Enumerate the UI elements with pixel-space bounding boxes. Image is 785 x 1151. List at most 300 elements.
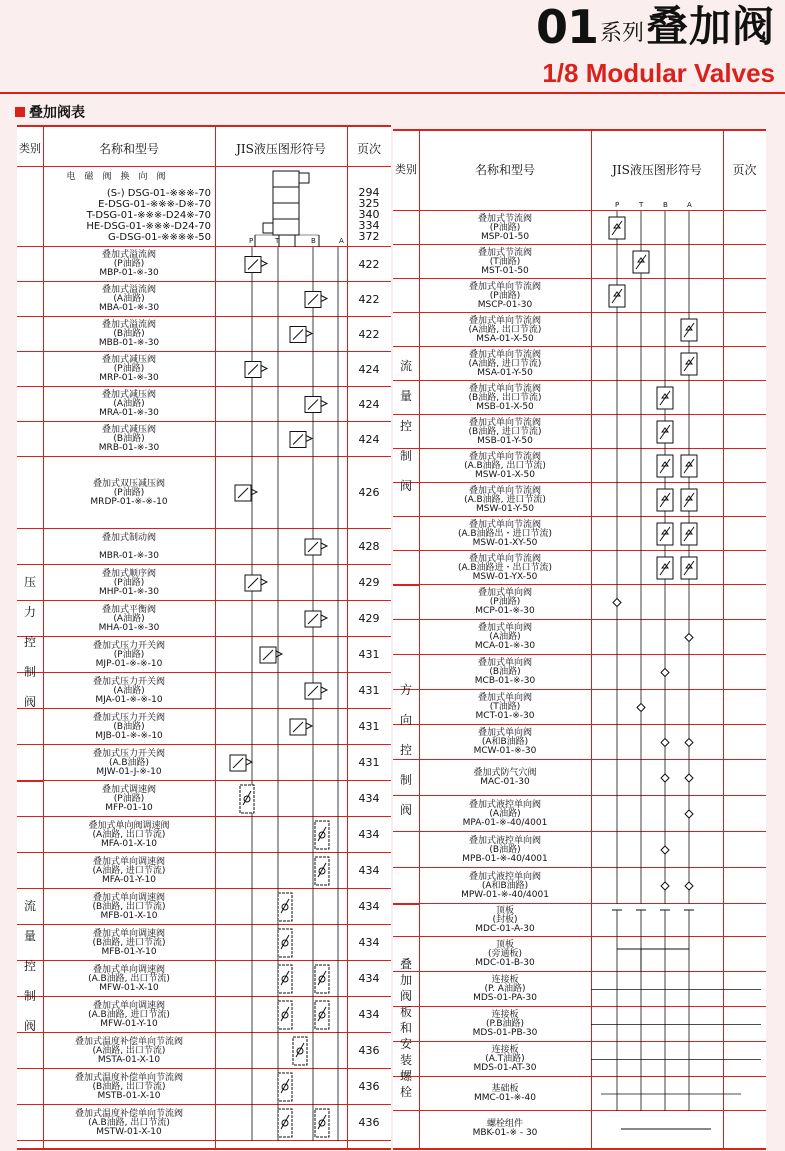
page-number: 426: [358, 486, 380, 499]
right-valve-row: [393, 415, 766, 449]
category-char: 控: [399, 419, 412, 433]
right-valve-row: [393, 313, 766, 347]
plate-symbol: [591, 1077, 766, 1111]
page-number: 434: [358, 828, 380, 841]
right-header-row: [393, 131, 766, 211]
valve-port: (P油路): [113, 577, 145, 588]
valve-model: MCP-01-※-30: [475, 606, 535, 616]
valve-port: (P油路): [489, 222, 521, 233]
pressure-symbol: [215, 422, 347, 457]
category-char: 和: [399, 1021, 412, 1035]
valve-model: MDS-01-PA-30: [473, 993, 537, 1003]
valve-name: 连接板: [491, 1010, 519, 1020]
category-char: 流: [23, 899, 36, 913]
valve-model: MDC-01-B-30: [475, 958, 535, 968]
right-valve-row: [393, 245, 766, 279]
page-number: 436: [358, 1080, 380, 1093]
valve-port: (旁通板): [487, 949, 523, 959]
valve-port: (B油路, 出口节流): [92, 1081, 166, 1092]
valve-name: 叠加式液控单向阀: [468, 799, 541, 810]
valve-name: 叠加式单向阀调速阀: [88, 820, 170, 831]
right-valve-row: [393, 279, 766, 313]
col-category: 类别: [19, 142, 41, 155]
valve-port: (P油路): [113, 259, 145, 269]
valve-port: (P油路): [113, 364, 145, 374]
valve-name: 叠加式节流阀: [477, 247, 532, 258]
pressure-row: [17, 745, 391, 781]
valve-model: MPW-01-※-40/4001: [461, 889, 549, 900]
pressure-row: [17, 673, 391, 709]
catalog-title: [536, 2, 775, 52]
valve-model: MBK-01-※ - 30: [472, 1128, 538, 1138]
category-char: 压: [23, 575, 36, 589]
valve-port: (A油路, 出口节流): [468, 324, 542, 335]
port-b-label: B: [311, 237, 316, 245]
port-p-label: P: [615, 201, 620, 209]
flow-symbol: [591, 517, 723, 551]
solenoid-page: 294: [358, 186, 380, 199]
valve-port: (P油路): [113, 793, 145, 804]
right-valve-row: [393, 211, 766, 245]
pressure-symbol: [215, 457, 347, 529]
valve-port: (B油路): [113, 329, 145, 339]
page-number: 434: [358, 972, 380, 985]
valve-name: 叠加式单向节流阀: [468, 349, 541, 360]
page-number: 431: [358, 720, 380, 733]
flow-row: [17, 1033, 391, 1069]
category-char: 加: [399, 973, 412, 987]
valve-model: MCA-01-※-30: [474, 641, 536, 651]
valve-model: MSA-01-X-50: [476, 333, 534, 344]
flow-symbol: [591, 313, 723, 347]
port-t-label: T: [275, 237, 280, 245]
valve-port: (A.B油路, 进口节流): [464, 494, 546, 505]
page-number: 434: [358, 792, 380, 805]
valve-name: 叠加式单向调速阀: [92, 892, 165, 903]
solenoid-model: (S-) DSG-01-※※※-70: [106, 188, 211, 199]
plate-symbol: [591, 904, 766, 937]
right-valve-row: [393, 551, 766, 585]
category-flow: [17, 891, 43, 1041]
solenoid-title: 电 磁 阀 换 向 阀: [66, 172, 166, 182]
section-heading: 叠加阀表: [15, 102, 85, 122]
category-char: 制: [399, 449, 412, 463]
valve-name: 叠加式单向节流阀: [468, 417, 541, 428]
category-char: 向: [399, 713, 412, 727]
valve-name: 叠加式单向阀: [477, 588, 532, 598]
page-number: 434: [358, 936, 380, 949]
right-valve-row: [393, 449, 766, 483]
valve-name: 叠加式压力开关阀: [92, 676, 165, 687]
valve-port: (A油路, 进口节流): [92, 865, 166, 876]
flow-symbol: [215, 889, 347, 925]
valve-port: (A.B油路, 出口节流): [88, 973, 170, 984]
title-en: 1/8 Modular Valves: [542, 58, 775, 88]
right-valve-row: [393, 585, 766, 620]
category-char: 阀: [399, 479, 412, 493]
check-valve-symbol: [591, 585, 723, 620]
valve-port: (P. A油路): [484, 984, 526, 994]
page-number: 429: [358, 576, 380, 589]
pressure-row: [17, 709, 391, 745]
category-char: 制: [23, 665, 36, 679]
valve-model: MBB-01-※-30: [98, 338, 160, 348]
page-number: 424: [358, 362, 380, 376]
page-number: 434: [358, 1008, 380, 1021]
right-valve-row: [393, 725, 766, 760]
flow-symbol: [591, 347, 723, 381]
pressure-row: [17, 637, 391, 673]
category-char: 阀: [23, 1019, 36, 1033]
right-valve-row: [393, 832, 766, 868]
valve-model: MBR-01-※-30: [98, 550, 160, 561]
valve-model: MSB-01-X-50: [476, 401, 534, 412]
valve-model: MBA-01-※-30: [98, 303, 160, 313]
category-pressure: [17, 567, 43, 717]
pressure-row: [17, 317, 391, 352]
page-number: 422: [358, 257, 380, 271]
check-valve-symbol: [591, 690, 723, 725]
flow-row: [17, 817, 391, 853]
category-char: 制: [23, 989, 36, 1003]
valve-name: 叠加式顺序阀: [101, 568, 156, 579]
valve-name: 叠加式单向节流阀: [468, 553, 541, 564]
series-word: 系列: [599, 21, 644, 46]
pressure-symbol: [215, 601, 347, 637]
solenoid-model: E-DSG-01-※※※-D※-70: [98, 199, 211, 210]
col-name-r: 名称和型号: [474, 163, 535, 177]
valve-name: 叠加式单向阀: [477, 693, 532, 703]
right-valve-row: [393, 1007, 766, 1042]
flow-row: [17, 889, 391, 925]
plate-symbol: [591, 1111, 766, 1147]
flow-row: [17, 781, 391, 817]
col-page-r: 页次: [732, 163, 757, 177]
pressure-symbol: [215, 673, 347, 709]
page-number: 434: [358, 900, 380, 913]
left-table: [17, 125, 391, 1150]
pressure-row: [17, 457, 391, 529]
plate-symbol: [591, 972, 766, 1007]
valve-port: (B油路, 出口节流): [468, 392, 542, 403]
valve-model: MRP-01-※-30: [99, 373, 159, 383]
pressure-symbol: [215, 637, 347, 673]
valve-name: 叠加式平衡阀: [101, 604, 156, 615]
valve-port: (A.B油路, 出口节流): [464, 460, 546, 471]
valve-port: (封板): [492, 915, 518, 925]
solenoid-page: 372: [358, 230, 380, 243]
col-symbol: JIS液压图形符号: [236, 142, 326, 156]
port-a-label: A: [687, 201, 692, 209]
valve-model: MDS-01-AT-30: [473, 1063, 537, 1073]
flow-row: [17, 997, 391, 1033]
valve-model: MHA-01-※-30: [98, 622, 160, 633]
category-char: 量: [23, 929, 36, 943]
valve-port: (A.B油路出・进口节流): [457, 528, 553, 539]
valve-model: MST-01-50: [481, 265, 529, 276]
valve-port: (P油路): [113, 649, 145, 660]
pressure-row: [17, 529, 391, 565]
pressure-symbol: [215, 745, 347, 781]
port-t-label: T: [639, 201, 644, 209]
page-number: 428: [358, 540, 380, 553]
category-char: 装: [399, 1053, 412, 1067]
pressure-row: [17, 565, 391, 601]
flow-symbol: [591, 211, 723, 245]
category-direction: [393, 675, 419, 825]
right-valve-row: [393, 517, 766, 551]
pressure-symbol: [215, 387, 347, 422]
valve-model: MSA-01-Y-50: [477, 367, 533, 378]
right-valve-row: [393, 937, 766, 972]
valve-model: MSW-01-XY-50: [472, 537, 538, 548]
category-char: 阀: [399, 803, 412, 817]
header-divider: [0, 92, 785, 94]
flow-row: [17, 1069, 391, 1105]
valve-name: 叠加式单向节流阀: [468, 451, 541, 462]
right-valve-row: [393, 1042, 766, 1077]
flow-symbol: [215, 853, 347, 889]
pressure-symbol: [215, 352, 347, 387]
pressure-symbol: [215, 529, 347, 565]
valve-model: MBP-01-※-30: [99, 268, 159, 278]
col-name: 名称和型号: [98, 142, 159, 156]
check-valve-symbol: [591, 620, 723, 655]
valve-port: (P.B油路): [485, 1019, 525, 1029]
right-valve-row: [393, 904, 766, 937]
left-header-row: [17, 127, 391, 167]
valve-name: 叠加式防气穴阀: [473, 768, 537, 778]
flow-symbol: [591, 279, 723, 313]
valve-name: 基础板: [491, 1084, 519, 1094]
check-valve-symbol: [591, 725, 723, 760]
valve-model: MPB-01-※-40/4001: [462, 853, 548, 864]
valve-port: (P油路): [489, 597, 521, 607]
valve-model: MAC-01-30: [480, 777, 530, 787]
pressure-symbol: [215, 709, 347, 745]
valve-model: MJA-01-※-※-10: [95, 694, 163, 705]
valve-model: MDC-01-A-30: [475, 924, 535, 934]
valve-port: (A.B油路): [108, 757, 150, 768]
flow-symbol: [591, 483, 723, 517]
valve-name: 叠加式单向调速阀: [92, 964, 165, 975]
valve-port: (A油路, 出口节流): [92, 829, 166, 840]
valve-port: (B油路): [489, 844, 521, 855]
valve-name: 连接板: [491, 1045, 519, 1055]
valve-name: 顶板: [495, 906, 514, 916]
valve-name: 叠加式压力开关阀: [92, 712, 165, 723]
pressure-row: [17, 247, 391, 282]
right-valve-row: [393, 655, 766, 690]
valve-model: MSTW-01-X-10: [96, 1126, 162, 1137]
category-char: 阀: [399, 989, 412, 1003]
col-category-r: 类别: [395, 163, 417, 176]
valve-model: MRA-01-※-30: [99, 408, 159, 418]
solenoid-model: T-DSG-01-※※※-D24※-70: [86, 210, 211, 221]
category-flow-right: [393, 351, 419, 501]
flow-symbol: [591, 551, 723, 585]
category-char: 安: [399, 1037, 412, 1051]
valve-model: MSCP-01-30: [477, 299, 533, 310]
pressure-row: [17, 422, 391, 457]
valve-name: 叠加式双压减压阀: [92, 478, 165, 489]
valve-model: MHP-01-※-30: [99, 586, 159, 597]
valve-name: 叠加式单向阀: [477, 623, 532, 633]
flow-symbol: [215, 1069, 347, 1105]
page-number: 434: [358, 864, 380, 877]
check-valve-symbol: [591, 796, 723, 832]
valve-name: 叠加式单向调速阀: [92, 1000, 165, 1011]
right-valve-row: [393, 972, 766, 1007]
plate-symbol: [591, 1007, 766, 1042]
valve-name: 叠加式单向节流阀: [468, 519, 541, 530]
valve-port: (B油路): [489, 667, 521, 677]
valve-port: (T油路): [489, 702, 521, 712]
valve-port: (B油路, 进口节流): [468, 426, 542, 437]
pressure-symbol: [215, 282, 347, 317]
flow-symbol: [215, 817, 347, 853]
valve-port: (A油路): [113, 399, 145, 409]
check-valve-symbol: [591, 760, 723, 796]
category-char: 方: [399, 683, 412, 697]
page-number: 436: [358, 1044, 380, 1057]
category-char: 阀: [23, 695, 36, 709]
valve-port: (B油路): [113, 434, 145, 444]
solenoid-model: HE-DSG-01-※※※-D24-70: [86, 221, 211, 232]
valve-name: 连接板: [491, 975, 519, 985]
page-number: 429: [358, 612, 380, 625]
valve-name: 叠加式节流阀: [477, 213, 532, 224]
valve-name: 叠加式减压阀: [101, 390, 156, 400]
valve-port: (P油路): [113, 487, 145, 498]
valve-port: (A.B油路, 出口节流): [88, 1117, 170, 1128]
valve-port: (A油路, 进口节流): [468, 358, 542, 369]
valve-model: MFA-01-X-10: [101, 838, 157, 849]
valve-name: 叠加式温度补偿单向节流阀: [74, 1036, 183, 1047]
valve-name: 螺栓组件: [486, 1119, 523, 1129]
page-number: 424: [358, 397, 380, 411]
page-number: 424: [358, 432, 380, 446]
right-valve-row: [393, 1111, 766, 1147]
valve-name: 叠加式单向节流阀: [468, 281, 541, 292]
page-number: 422: [358, 292, 380, 306]
valve-port: (A.T油路): [485, 1054, 525, 1064]
valve-model: MSTB-01-X-10: [97, 1090, 161, 1101]
valve-model: MSP-01-50: [480, 231, 530, 242]
category-char: 栓: [399, 1085, 412, 1099]
flow-symbol: [591, 245, 723, 279]
solenoid-page: 325: [358, 197, 380, 210]
port-a-label: A: [339, 237, 344, 245]
valve-model: MSW-01-YX-50: [472, 571, 538, 582]
flow-symbol: [215, 1105, 347, 1141]
flow-symbol: [215, 961, 347, 997]
plate-symbol: [591, 1042, 766, 1077]
valve-name: 叠加式单向节流阀: [468, 383, 541, 394]
valve-port: (A油路): [489, 808, 521, 819]
valve-name: 叠加式液控单向阀: [468, 871, 541, 882]
valve-model: MFW-01-X-10: [99, 982, 159, 993]
valve-name: 叠加式压力开关阀: [92, 640, 165, 651]
category-char: 控: [23, 635, 36, 649]
valve-name: 叠加式温度补偿单向节流阀: [74, 1072, 183, 1083]
valve-name: 叠加式单向阀: [477, 658, 532, 668]
category-char: 制: [399, 773, 412, 787]
flow-symbol: [591, 415, 723, 449]
check-valve-symbol: [591, 655, 723, 690]
port-b-label: B: [663, 201, 668, 209]
valve-name: 叠加式调速阀: [101, 784, 156, 795]
solenoid-page: 340: [358, 208, 380, 221]
category-separator: [17, 781, 43, 782]
flow-symbol: [215, 1033, 347, 1069]
valve-port: (A油路): [113, 613, 145, 624]
category-char: 流: [399, 359, 412, 373]
category-plate: [393, 956, 419, 1100]
valve-name: 叠加式单向调速阀: [92, 928, 165, 939]
right-valve-row: [393, 868, 766, 904]
flow-row: [17, 853, 391, 889]
flow-symbol: [215, 997, 347, 1033]
valve-model: MSW-01-X-50: [475, 469, 535, 480]
right-valve-row: [393, 381, 766, 415]
valve-model: MPA-01-※-40/4001: [462, 817, 548, 828]
valve-name: 叠加式单向阀: [477, 728, 532, 738]
right-valve-row: [393, 690, 766, 725]
valve-name: 叠加式溢流阀: [101, 285, 156, 295]
page-number: 436: [358, 1116, 380, 1129]
valve-port: (A.B油路, 进口节流): [88, 1009, 170, 1020]
page-number: 431: [358, 756, 380, 769]
valve-name: 叠加式溢流阀: [101, 320, 156, 330]
valve-name: 叠加式减压阀: [101, 355, 156, 365]
valve-model: MJB-01-※-※-10: [95, 730, 163, 741]
pressure-row: [17, 282, 391, 317]
valve-model: MRB-01-※-30: [98, 443, 160, 453]
series-number: 01: [535, 0, 598, 54]
valve-port: (A油路): [113, 294, 145, 304]
valve-model: MJW-01-J-※-10: [96, 766, 162, 777]
title-cn: 叠加阀: [645, 2, 775, 51]
valve-model: MSTA-01-X-10: [97, 1054, 161, 1065]
valve-name: 叠加式压力开关阀: [92, 748, 165, 759]
flow-symbol: [591, 449, 723, 483]
flow-row: [17, 961, 391, 997]
right-valve-row: [393, 760, 766, 796]
right-valve-row: [393, 347, 766, 381]
plate-symbol: [591, 937, 766, 972]
valve-model: MFW-01-Y-10: [100, 1018, 158, 1029]
col-symbol-r: JIS液压图形符号: [612, 163, 702, 177]
page-number: 431: [358, 684, 380, 697]
right-valve-row: [393, 1077, 766, 1111]
solenoid-page: 334: [358, 219, 380, 232]
valve-port: (T油路): [489, 256, 521, 267]
valve-port: (A和B油路): [481, 737, 529, 747]
category-char: 量: [399, 389, 412, 403]
valve-name: 叠加式单向调速阀: [92, 856, 165, 867]
flow-symbol: [215, 781, 347, 817]
category-char: 控: [23, 959, 36, 973]
check-valve-symbol: [591, 868, 723, 904]
col-page: 页次: [356, 142, 381, 156]
category-char: 螺: [399, 1069, 412, 1083]
valve-model: MDS-01-PB-30: [472, 1028, 538, 1038]
pressure-symbol: [215, 565, 347, 601]
valve-model: MFP-01-10: [105, 802, 153, 813]
flow-row: [17, 1105, 391, 1141]
valve-model: MFA-01-Y-10: [101, 874, 157, 885]
